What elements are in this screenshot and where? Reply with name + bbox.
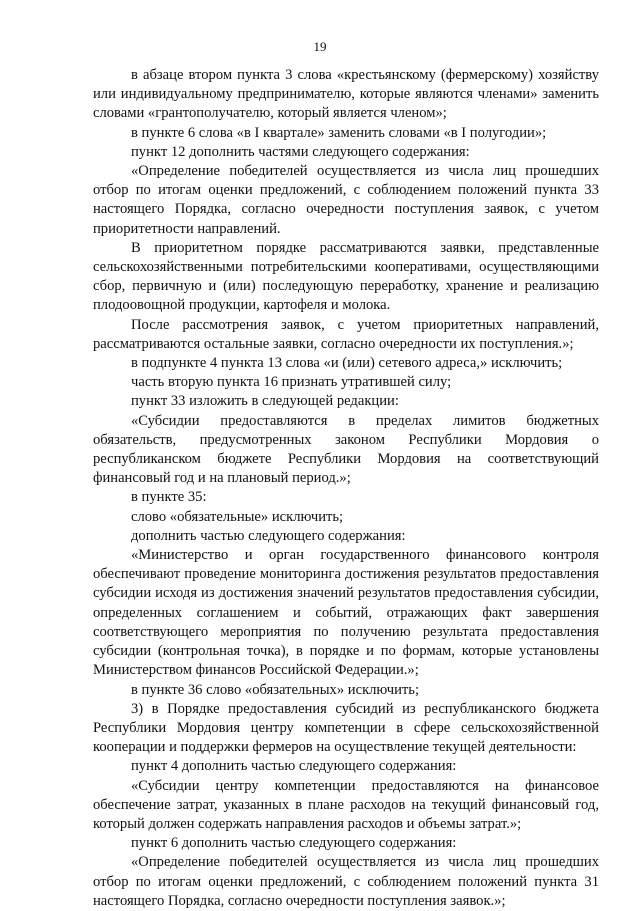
paragraph: в пункте 35:: [131, 489, 207, 506]
paragraph: в подпункте 4 пункта 13 слова «и (или) сетевого адреса,» исключить;: [131, 355, 563, 372]
paragraph: 3) в Порядке предоставления субсидий из республиканского бюджета Республики Мордовия центру компетенции в сфере сельскохозяйственной кооперации и поддержки фермеров на осуществление текущей деятельности:: [93, 700, 599, 756]
document-body: [93, 66, 599, 911]
paragraph: слово «обязательные» исключить;: [131, 508, 344, 525]
paragraph: дополнить частью следующего содержания:: [131, 527, 406, 544]
paragraph: в абзаце втором пункта 3 слова «крестьянскому (фермерскому) хозяйству или индивидуальному предпринимателю, которые являются членами» заменить словами «грантополучателю, который является членом»;: [93, 67, 599, 122]
paragraph: «Определение победителей осуществляется из числа лиц прошедших отбор по итогам оценки предложений, с соблюдением положений пункта 33 настоящего Порядка, согласно очередности поступления заявок, с учетом приоритетности направлений.: [93, 163, 599, 237]
paragraph: «Субсидии центру компетенции предоставляются на финансовое обеспечение затрат, указанных в плане расходов на текущий финансовый год, который должен содержать направления расходов и объемы затрат.»;: [93, 777, 599, 832]
paragraph: в пункте 36 слово «обязательных» исключить;: [131, 681, 420, 698]
paragraph: пункт 12 дополнить частями следующего содержания:: [131, 143, 470, 160]
paragraph: пункт 6 дополнить частью следующего содержания:: [131, 835, 457, 852]
paragraph: «Субсидии предоставляются в пределах лимитов бюджетных обязательств, предусмотренных законом Республики Мордовия о республиканском бюджете Республики Мордовия на соответствующий финансовый год и на плановый период.»;: [93, 412, 599, 487]
paragraph: в пункте 6 слова «в I квартале» заменить словами «в I полугодии»;: [131, 124, 547, 141]
paragraph: В приоритетном порядке рассматриваются заявки, представленные сельскохозяйственными потребительскими кооперативами, осуществляющими сбор, первичную и (или) последующую переработку, хранение и реализацию плодоовощной продукции, картофеля и молока.: [93, 239, 599, 314]
paragraph: После рассмотрения заявок, с учетом приоритетных направлений, рассматриваются остальные заявки, согласно очередности их поступления.»;: [93, 316, 599, 352]
page-number: 19: [313, 39, 327, 54]
paragraph: «Определение победителей осуществляется из числа лиц прошедших отбор по итогам оценки предложений, с соблюдением положений пункта 31 настоящего Порядка, согласно очередности поступления заявок.»;: [93, 854, 599, 909]
paragraph: «Министерство и орган государственного финансового контроля обеспечивают проведение мониторинга достижения результатов предоставления субсидии исходя из достижения значений результатов предоставления субсидии, определенных соглашением и событий, отражающих факт завершения соответствующего мероприятия по получению результата предоставления субсидии (контрольная точка), в порядке и по формам, которые установлены Министерством финансов Российской Федерации.»;: [93, 547, 599, 679]
paragraph: часть вторую пункта 16 признать утратившей силу;: [131, 374, 452, 391]
paragraph: пункт 4 дополнить частью следующего содержания:: [131, 758, 457, 775]
paragraph: пункт 33 изложить в следующей редакции:: [131, 393, 399, 410]
